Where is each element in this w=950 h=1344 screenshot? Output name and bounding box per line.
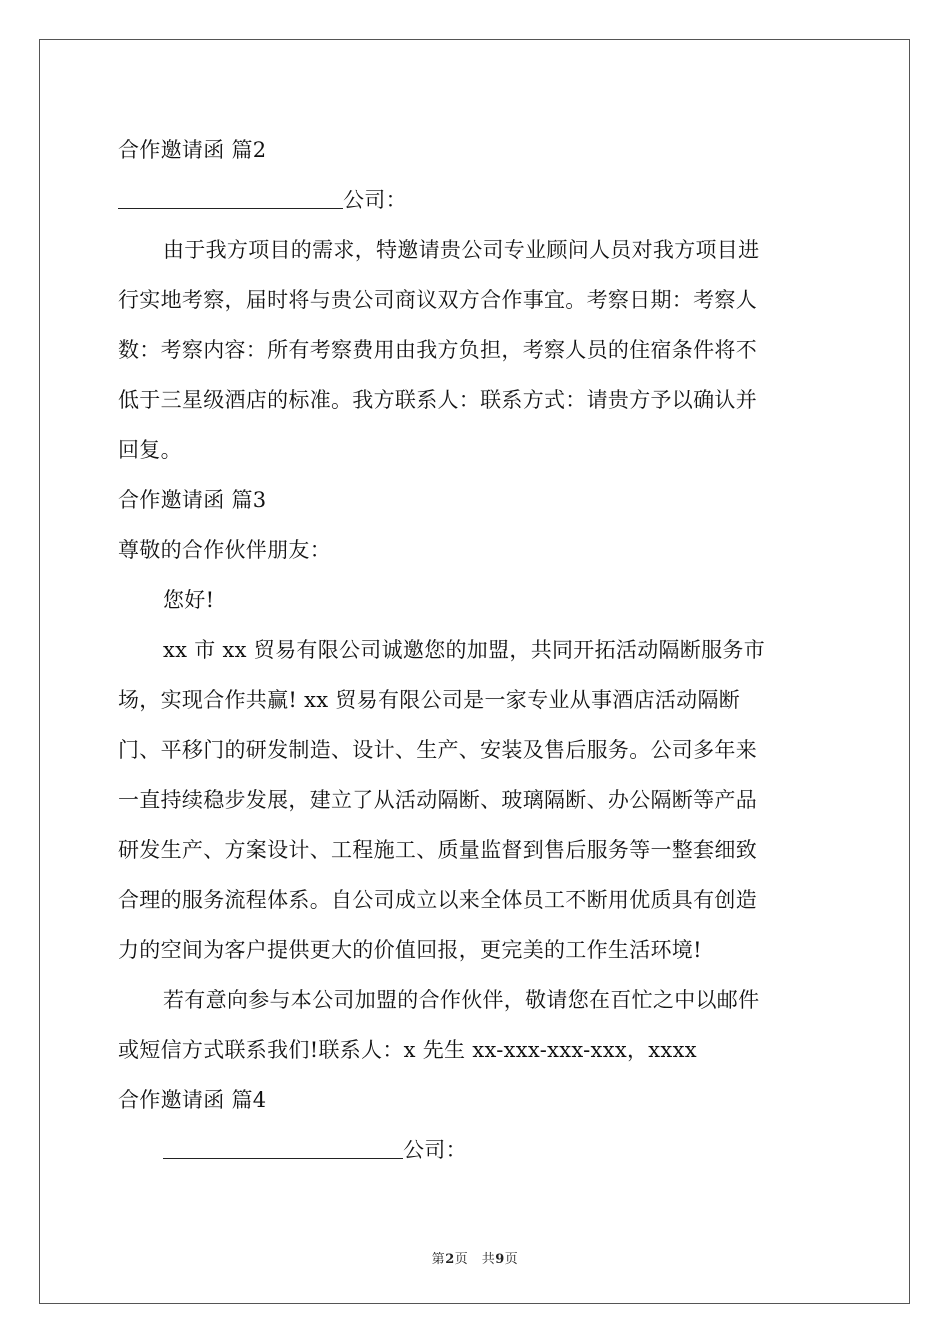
paragraph-line: 行实地考察，届时将与贵公司商议双方合作事宜。考察日期：考察人 [118, 288, 757, 312]
section-title-3: 合作邀请函 篇3 [118, 488, 267, 512]
paragraph-line: 若有意向参与本公司加盟的合作伙伴，敬请您在百忙之中以邮件 [163, 988, 760, 1012]
paragraph-line: 低于三星级酒店的标准。我方联系人：联系方式：请贵方予以确认并 [118, 388, 757, 412]
company-blank-line-4 [163, 1136, 467, 1164]
section-title-4: 合作邀请函 篇4 [118, 1088, 267, 1112]
page-border [39, 39, 910, 1304]
section-title-2: 合作邀请函 篇2 [118, 138, 267, 162]
paragraph-line: 回复。 [118, 438, 182, 462]
greeting: 您好! [163, 588, 215, 612]
fill-in-blank [118, 186, 343, 209]
paragraph-line: 数：考察内容：所有考察费用由我方负担，考察人员的住宿条件将不 [118, 338, 757, 362]
page-total: 9 [495, 1252, 505, 1267]
paragraph-line: 或短信方式联系我们!联系人：x 先生 xx-xxx-xxx-xxx，xxxx [118, 1038, 697, 1062]
paragraph-line: 研发生产、方案设计、工程施工、质量监督到售后服务等一整套细致 [118, 838, 757, 862]
salutation: 尊敬的合作伙伴朋友： [118, 538, 331, 562]
page-prefix: 第 [431, 1252, 446, 1267]
page-suffix: 页 [504, 1252, 519, 1267]
company-blank-line-2 [118, 186, 407, 214]
paragraph-line: 一直持续稳步发展，建立了从活动隔断、玻璃隔断、办公隔断等产品 [118, 788, 757, 812]
paragraph-line: 门、平移门的研发制造、设计、生产、安装及售后服务。公司多年来 [118, 738, 757, 762]
paragraph-line: 力的空间为客户提供更大的价值回报，更完美的工作生活环境! [118, 938, 702, 962]
paragraph-line: xx 市 xx 贸易有限公司诚邀您的加盟，共同开拓活动隔断服务市 [163, 638, 765, 662]
fill-in-blank [163, 1136, 403, 1159]
page-footer [0, 1248, 950, 1267]
paragraph-line: 场，实现合作共赢! xx 贸易有限公司是一家专业从事酒店活动隔断 [118, 688, 741, 712]
paragraph-line: 由于我方项目的需求，特邀请贵公司专业顾问人员对我方项目进 [163, 238, 760, 262]
company-label: 公司： [403, 1138, 467, 1162]
company-label: 公司： [343, 188, 407, 212]
page-mid: 页 共 [454, 1252, 496, 1267]
paragraph-line: 合理的服务流程体系。自公司成立以来全体员工不断用优质具有创造 [118, 888, 757, 912]
page-current: 2 [445, 1252, 455, 1267]
